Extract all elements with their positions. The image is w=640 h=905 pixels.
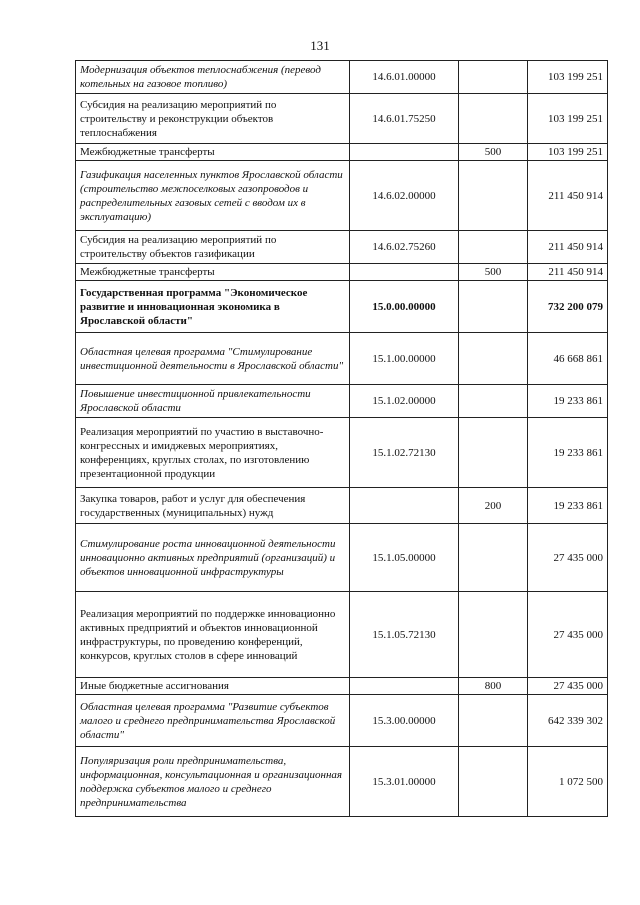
row-code-cell: 15.0.00.00000 — [350, 281, 459, 333]
row-amount-cell: 211 450 914 — [528, 264, 608, 281]
row-code-cell: 15.3.00.00000 — [350, 695, 459, 747]
row-name-cell: Субсидия на реализацию мероприятий по строительству объектов газификации — [76, 231, 350, 264]
row-amount-cell: 19 233 861 — [528, 418, 608, 488]
page-number: 131 — [310, 38, 330, 53]
row-name-cell: Реализация мероприятий по поддержке инновационно активных предприятий и объектов инновационной инфраструктуры, по проведению конференций, конкурсов, круглых столов в сфере инноваций — [76, 592, 350, 678]
row-code-cell: 14.6.02.00000 — [350, 161, 459, 231]
row-expense-type-cell: 500 — [459, 144, 528, 161]
row-expense-type-cell — [459, 231, 528, 264]
row-expense-type-cell — [459, 385, 528, 418]
row-code-cell — [350, 678, 459, 695]
row-name-cell: Областная целевая программа "Стимулирование инвестиционной деятельности в Ярославской области" — [76, 333, 350, 385]
table-row — [76, 231, 608, 264]
table-row — [76, 385, 608, 418]
row-code-cell — [350, 488, 459, 524]
table-row — [76, 592, 608, 678]
table-row — [76, 418, 608, 488]
row-amount-cell: 27 435 000 — [528, 678, 608, 695]
row-amount-cell: 27 435 000 — [528, 524, 608, 592]
row-expense-type-cell — [459, 333, 528, 385]
row-expense-type-cell — [459, 592, 528, 678]
row-code-cell: 15.3.01.00000 — [350, 747, 459, 817]
row-name-cell: Реализация мероприятий по участию в выставочно-конгрессных и имиджевых мероприятиях, конференциях, круглых столах, по изготовлению презентационной продукции — [76, 418, 350, 488]
row-code-cell: 14.6.01.00000 — [350, 61, 459, 94]
row-name-cell: Популяризация роли предпринимательства, информационная, консультационная и организационная поддержка субъектов малого и среднего предпринимательства — [76, 747, 350, 817]
row-code-cell: 15.1.05.72130 — [350, 592, 459, 678]
row-code-cell — [350, 264, 459, 281]
row-name-cell: Государственная программа "Экономическое развитие и инновационная экономика в Ярославской области" — [76, 281, 350, 333]
row-amount-cell: 19 233 861 — [528, 385, 608, 418]
row-code-cell: 14.6.02.75260 — [350, 231, 459, 264]
table-row — [76, 264, 608, 281]
budget-table — [75, 60, 608, 817]
row-expense-type-cell — [459, 747, 528, 817]
row-amount-cell: 27 435 000 — [528, 592, 608, 678]
row-amount-cell: 19 233 861 — [528, 488, 608, 524]
row-name-cell: Межбюджетные трансферты — [76, 264, 350, 281]
row-code-cell: 14.6.01.75250 — [350, 94, 459, 144]
row-amount-cell: 46 668 861 — [528, 333, 608, 385]
row-expense-type-cell — [459, 418, 528, 488]
row-code-cell: 15.1.05.00000 — [350, 524, 459, 592]
table-row — [76, 488, 608, 524]
row-code-cell: 15.1.02.00000 — [350, 385, 459, 418]
table-row — [76, 94, 608, 144]
table-row — [76, 333, 608, 385]
row-code-cell — [350, 144, 459, 161]
table-row — [76, 747, 608, 817]
row-name-cell: Областная целевая программа "Развитие субъектов малого и среднего предпринимательства Ярославской области" — [76, 695, 350, 747]
row-amount-cell: 642 339 302 — [528, 695, 608, 747]
row-amount-cell: 732 200 079 — [528, 281, 608, 333]
row-amount-cell: 103 199 251 — [528, 144, 608, 161]
row-expense-type-cell: 200 — [459, 488, 528, 524]
table-row — [76, 695, 608, 747]
row-amount-cell: 103 199 251 — [528, 94, 608, 144]
row-amount-cell: 211 450 914 — [528, 231, 608, 264]
table-row — [76, 144, 608, 161]
row-name-cell: Межбюджетные трансферты — [76, 144, 350, 161]
row-expense-type-cell: 500 — [459, 264, 528, 281]
row-expense-type-cell — [459, 61, 528, 94]
row-expense-type-cell — [459, 281, 528, 333]
row-name-cell: Субсидия на реализацию мероприятий по строительству и реконструкции объектов теплоснабжения — [76, 94, 350, 144]
row-amount-cell: 1 072 500 — [528, 747, 608, 817]
row-code-cell: 15.1.02.72130 — [350, 418, 459, 488]
row-name-cell: Модернизация объектов теплоснабжения (перевод котельных на газовое топливо) — [76, 61, 350, 94]
row-name-cell: Газификация населенных пунктов Ярославской области (строительство межпоселковых газопроводов и распределительных газовых сетей с вводом их в эксплуатацию) — [76, 161, 350, 231]
table-row — [76, 524, 608, 592]
row-expense-type-cell — [459, 524, 528, 592]
table-row — [76, 281, 608, 333]
row-expense-type-cell — [459, 161, 528, 231]
row-name-cell: Повышение инвестиционной привлекательности Ярославской области — [76, 385, 350, 418]
row-expense-type-cell: 800 — [459, 678, 528, 695]
row-expense-type-cell — [459, 695, 528, 747]
row-amount-cell: 211 450 914 — [528, 161, 608, 231]
row-name-cell: Стимулирование роста инновационной деятельности инновационно активных предприятий (организаций) и объектов инновационной инфраструктуры — [76, 524, 350, 592]
row-amount-cell: 103 199 251 — [528, 61, 608, 94]
row-code-cell: 15.1.00.00000 — [350, 333, 459, 385]
row-expense-type-cell — [459, 94, 528, 144]
table-row — [76, 678, 608, 695]
table-row — [76, 61, 608, 94]
table-row — [76, 161, 608, 231]
budget-table-body — [76, 61, 608, 817]
row-name-cell: Иные бюджетные ассигнования — [76, 678, 350, 695]
row-name-cell: Закупка товаров, работ и услуг для обеспечения государственных (муниципальных) нужд — [76, 488, 350, 524]
